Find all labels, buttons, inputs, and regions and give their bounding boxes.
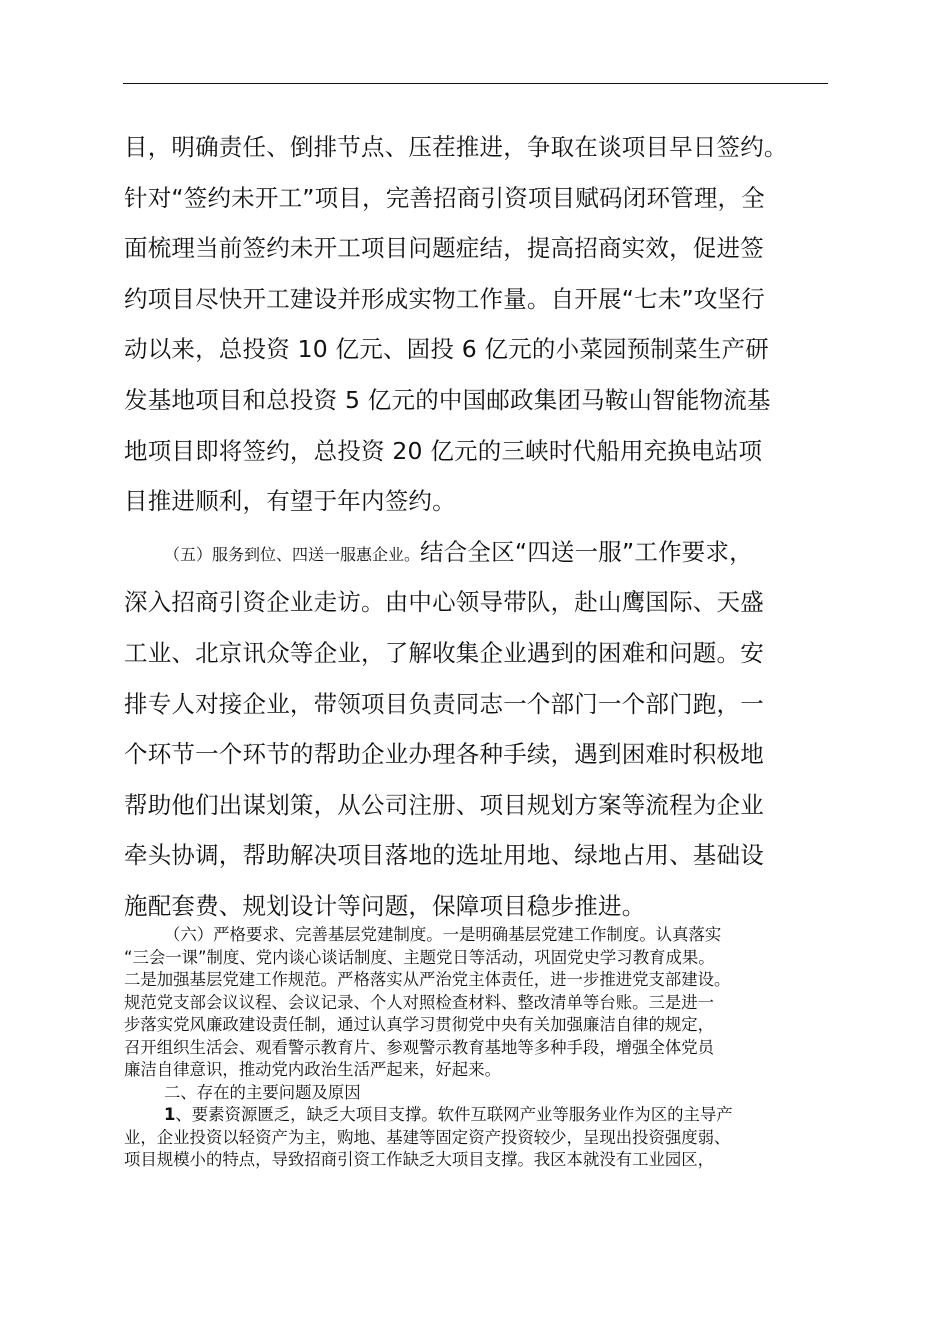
item1-number: 1 — [164, 1105, 176, 1124]
item1-first-line — [124, 1104, 844, 1127]
text-line: 深入招商引资企业走访。由中心领导带队，赴山鹰国际、天盛 — [124, 588, 764, 617]
text-line: （六）严格要求、完善基层党建制度。一是明确基层党建工作制度。认真落实 — [164, 925, 722, 944]
text-line: 约项目尽快开工建设并形成实物工作量。自开展“七未”攻坚行 — [124, 284, 765, 313]
text-line: 二是加强基层党建工作规范。严格落实从严治党主体责任，进一步推进党支部建设。 — [124, 970, 731, 989]
section5-heading: （五）服务到位、四送一服惠企业。 — [164, 544, 421, 564]
section5-first-rest: 结合全区“四送一服”工作要求， — [420, 537, 753, 566]
main-text-block — [124, 122, 844, 932]
text-line: “三会一课”制度、党内谈心谈话制度、主题党日等活动，巩固党史学习教育成果。 — [124, 947, 715, 967]
text-line: 目，明确责任、倒排节点、压茬推进，争取在谈项目早日签约。 — [124, 133, 788, 161]
text-line: 排专人对接企业，带领项目负责同志一个部门一个部门跑，一 — [124, 689, 764, 718]
small-text-block — [124, 924, 844, 1172]
item1-first-rest: 、要素资源匮乏，缺乏大项目支撑。软件互联网产业等服务业作为区的主导产 — [175, 1105, 733, 1124]
text-line: 地项目即将签约，总投资 20 亿元的三峡时代船用充换电站项 — [124, 436, 763, 465]
header-rule — [123, 83, 828, 84]
text-line: 步落实党风廉政建设责任制，通过认真学习贯彻党中央有关加强廉洁自律的规定， — [124, 1015, 715, 1034]
text-line: 项目规模小的特点，导致招商引资工作缺乏大项目支撑。我区本就没有工业园区， — [124, 1150, 715, 1169]
section5-first-line — [124, 527, 844, 578]
text-line: 面梳理当前签约未开工项目问题症结，提高招商实效，促进签 — [124, 234, 764, 263]
text-line: 针对“签约未开工”项目，完善招商引资项目赋码闭环管理，全 — [124, 183, 765, 212]
part2-heading: 二、存在的主要问题及原因 — [164, 1082, 361, 1102]
text-line: 召开组织生活会、观看警示教育片、参观警示教育基地等多种手段，增强全体党员 — [124, 1037, 715, 1057]
text-line: 个环节一个环节的帮助企业办理各种手续，遇到困难时积极地 — [124, 740, 764, 769]
text-line: 廉洁自律意识，推动党内政治生活严起来，好起来。 — [124, 1060, 501, 1079]
text-line: 发基地项目和总投资 5 亿元的中国邮政集团马鞍山智能物流基 — [124, 385, 771, 414]
text-line: 工业、北京讯众等企业，了解收集企业遇到的困难和问题。安 — [124, 638, 764, 667]
text-line: 动以来，总投资 10 亿元、固投 6 亿元的小菜园预制菜生产研 — [124, 335, 769, 364]
text-line: 业，企业投资以轻资产为主，购地、基建等固定资产投资较少，呈现出投资强度弱、 — [124, 1127, 731, 1147]
text-line: 帮助他们出谋划策，从公司注册、项目规划方案等流程为企业 — [124, 790, 764, 819]
text-line: 施配套费、规划设计等问题，保障项目稳步推进。 — [124, 891, 646, 920]
text-line: 规范党支部会议议程、会议记录、个人对照检查材料、整改清单等台账。三是进一 — [124, 992, 715, 1012]
text-line: 牵头协调，帮助解决项目落地的选址用地、绿地占用、基础设 — [124, 841, 764, 870]
text-line: 目推进顺利，有望于年内签约。 — [124, 487, 456, 516]
